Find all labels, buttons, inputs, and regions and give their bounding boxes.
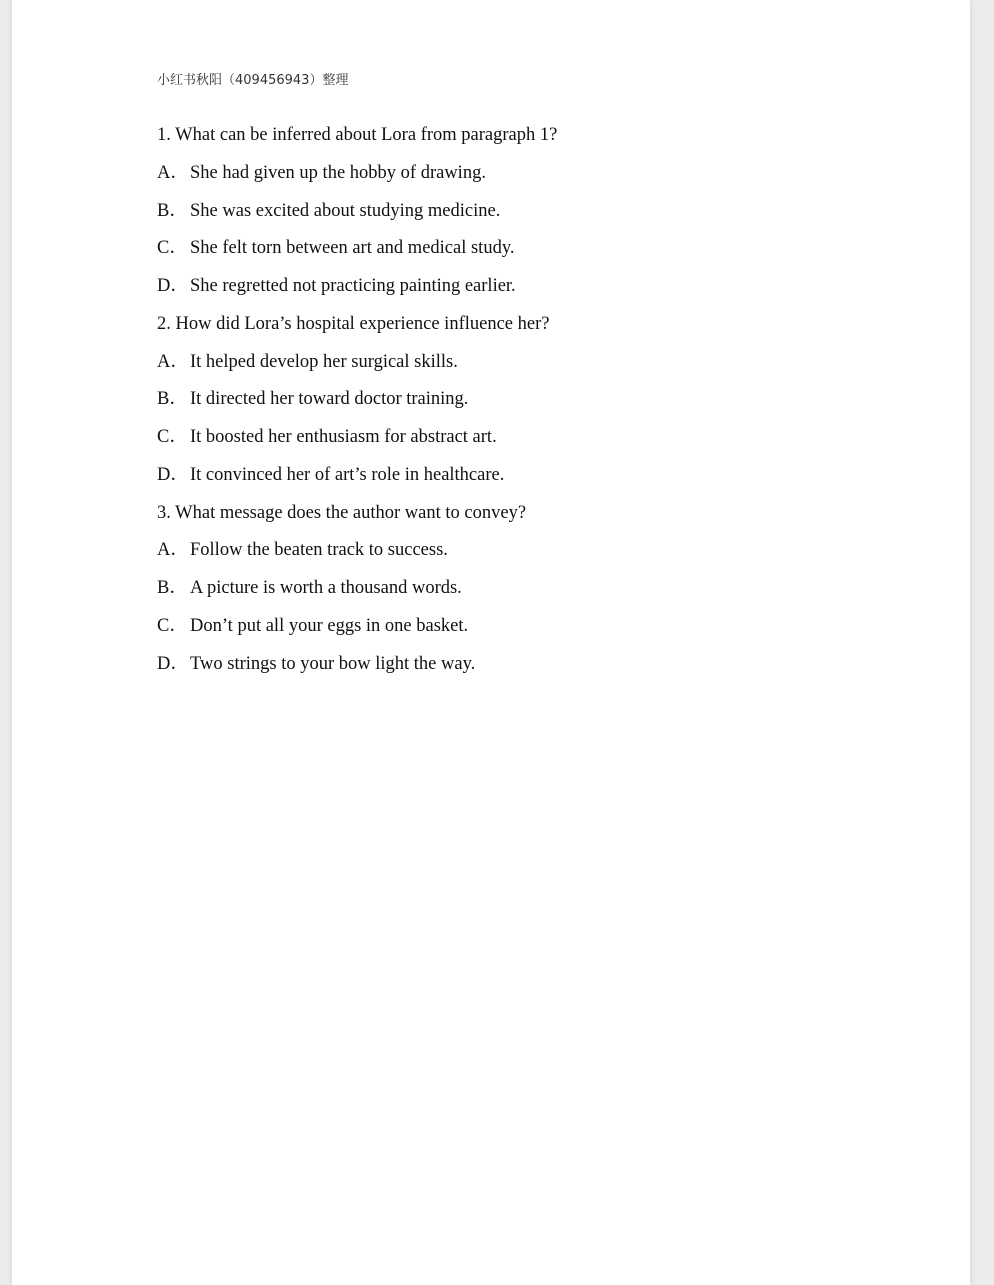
option-a (157, 159, 917, 197)
question-2 (157, 310, 917, 499)
question-3 (157, 499, 917, 688)
option-d (157, 650, 917, 688)
option-text: She felt torn between art and medical study. (190, 238, 515, 259)
question-stem: 3. What message does the author want to convey? (157, 502, 527, 523)
question-list (157, 121, 917, 687)
page-header: 小红书秋阳（409456943）整理 (157, 73, 349, 88)
option-d (157, 272, 917, 310)
option-letter: C． (157, 427, 188, 447)
document-page (12, 0, 970, 1285)
option-text: It helped develop her surgical skills. (190, 351, 458, 372)
option-text: It convinced her of art’s role in healthcare. (190, 464, 505, 485)
option-c (157, 423, 917, 461)
option-text: It boosted her enthusiasm for abstract art. (190, 427, 497, 447)
option-c (157, 612, 917, 650)
option-text: She had given up the hobby of drawing. (190, 162, 486, 183)
option-letter: B． (157, 389, 188, 410)
option-letter: B． (157, 200, 188, 221)
option-letter: D． (157, 276, 189, 296)
option-b (157, 574, 917, 612)
option-letter: A． (157, 540, 189, 561)
option-d (157, 461, 917, 499)
question-stem: 1. What can be inferred about Lora from paragraph 1? (157, 125, 558, 145)
question-stem: 2. How did Lora’s hospital experience influence her? (157, 313, 550, 334)
option-a (157, 536, 917, 574)
option-b (157, 197, 917, 235)
option-letter: A． (157, 162, 189, 183)
option-text: She was excited about studying medicine. (190, 200, 501, 221)
option-letter: A． (157, 351, 189, 372)
option-letter: C． (157, 238, 188, 259)
option-letter: D． (157, 653, 189, 674)
option-text: Two strings to your bow light the way. (190, 653, 476, 674)
option-letter: C． (157, 615, 188, 636)
option-b (157, 385, 917, 423)
option-c (157, 234, 917, 272)
option-letter: D． (157, 464, 189, 485)
option-text: She regretted not practicing painting earlier. (190, 276, 516, 296)
option-text: Don’t put all your eggs in one basket. (190, 615, 469, 636)
option-letter: B． (157, 578, 188, 598)
question-1 (157, 121, 917, 310)
option-text: It directed her toward doctor training. (190, 389, 469, 410)
option-text: Follow the beaten track to success. (190, 540, 448, 561)
option-a (157, 348, 917, 386)
option-text: A picture is worth a thousand words. (190, 578, 462, 598)
